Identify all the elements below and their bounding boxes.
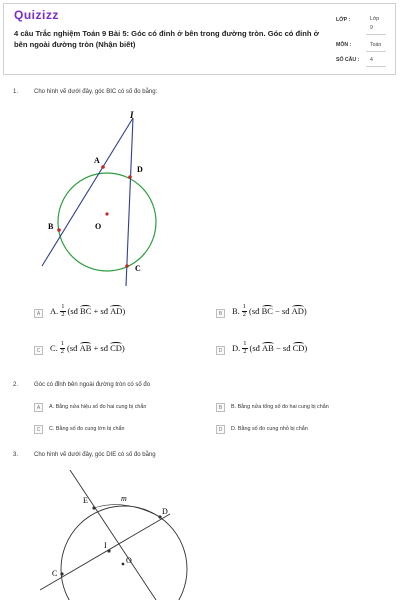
point-o xyxy=(122,563,125,566)
label-m: m xyxy=(121,494,127,503)
class-label: LỚP : xyxy=(336,17,351,23)
count-label: SỐ CÂU : xyxy=(336,57,360,63)
label-e: E xyxy=(83,496,88,505)
label-o: O xyxy=(126,556,132,565)
q1-option-b-box[interactable]: B xyxy=(216,309,225,318)
q2-option-d[interactable]: D. Bằng số đo cung nhỏ bị chắn xyxy=(231,426,308,432)
class-value-line2: 9 xyxy=(370,25,373,31)
line-ic xyxy=(126,118,133,286)
q2-option-b-box[interactable]: B xyxy=(216,403,225,412)
point-c xyxy=(125,264,129,268)
q2-option-a[interactable]: A. Bằng nửa hiệu số đo hai cung bị chắn xyxy=(49,404,147,410)
count-underline xyxy=(366,66,386,67)
q1-option-c[interactable]: C. $\frac{1}{2}$ (sđ AB + sđ CD ) xyxy=(50,340,125,355)
line-cd xyxy=(40,514,170,590)
class-underline xyxy=(366,34,386,35)
point-c xyxy=(60,572,63,575)
q2-option-a-box[interactable]: A xyxy=(34,403,43,412)
point-i xyxy=(107,549,110,552)
line-ib xyxy=(42,118,133,266)
point-d xyxy=(128,175,132,179)
label-i: I xyxy=(104,541,107,550)
label-i: I xyxy=(130,110,134,120)
q2-option-d-box[interactable]: D xyxy=(216,425,225,434)
point-e xyxy=(92,506,95,509)
circle-o xyxy=(61,506,187,600)
label-c: C xyxy=(135,264,141,273)
class-value-line1: Lớp xyxy=(370,16,380,22)
question-3-number: 3. xyxy=(13,452,19,458)
worksheet-title: 4 câu Trắc nghiệm Toán 9 Bài 5: Góc có đỉnh ở bên trong đường tròn. Góc có đỉnh ở bên ngoài đường tròn (Nhận biết) xyxy=(14,29,320,49)
label-b: B xyxy=(48,222,54,231)
point-o xyxy=(105,212,108,215)
q2-option-c[interactable]: C. Bằng số đo cung lớn bị chắn xyxy=(49,426,125,432)
q1-option-b[interactable]: B. $\frac{1}{2}$ (sđ BC − sđ AD ) xyxy=(232,303,307,318)
question-1-figure xyxy=(40,106,180,286)
label-d: D xyxy=(137,165,143,174)
subject-value: Toán xyxy=(370,42,382,48)
quizizz-logo: Quizizz xyxy=(14,8,59,22)
q1-option-c-box[interactable]: C xyxy=(34,346,43,355)
question-2-number: 2. xyxy=(13,382,19,388)
subject-label: MÔN : xyxy=(336,42,352,48)
question-1-number: 1. xyxy=(13,89,19,95)
label-a: A xyxy=(94,156,100,165)
question-2-text: Góc có đỉnh bên ngoài đường tròn có số đo xyxy=(34,382,151,388)
count-value: 4 xyxy=(370,57,373,63)
q1-option-d-box[interactable]: D xyxy=(216,346,225,355)
line-ed xyxy=(70,470,156,600)
subject-underline xyxy=(366,51,386,52)
question-3-figure xyxy=(40,470,200,600)
q1-option-d[interactable]: D. $\frac{1}{2}$ (sđ AB − sđ CD ) xyxy=(232,340,308,355)
q1-option-a-box[interactable]: A xyxy=(34,309,43,318)
point-b xyxy=(57,228,61,232)
q2-option-b[interactable]: B. Bằng nửa tổng số đo hai cung bị chắn xyxy=(231,404,329,410)
q2-option-c-box[interactable]: C xyxy=(34,425,43,434)
circle-o xyxy=(58,173,156,271)
label-d: D xyxy=(162,507,168,516)
point-a xyxy=(101,165,105,169)
question-1-text: Cho hình vẽ dưới đây, góc BIC có số đo bằng: xyxy=(34,89,158,95)
label-c: C xyxy=(52,569,58,578)
question-3-text: Cho hình vẽ dưới đây, góc DIE có số đo bằng xyxy=(34,452,156,458)
label-o: O xyxy=(95,222,102,231)
q1-option-a[interactable]: A. $\frac{1}{2}$ (sđ BC + sđ AD ) xyxy=(50,303,126,318)
